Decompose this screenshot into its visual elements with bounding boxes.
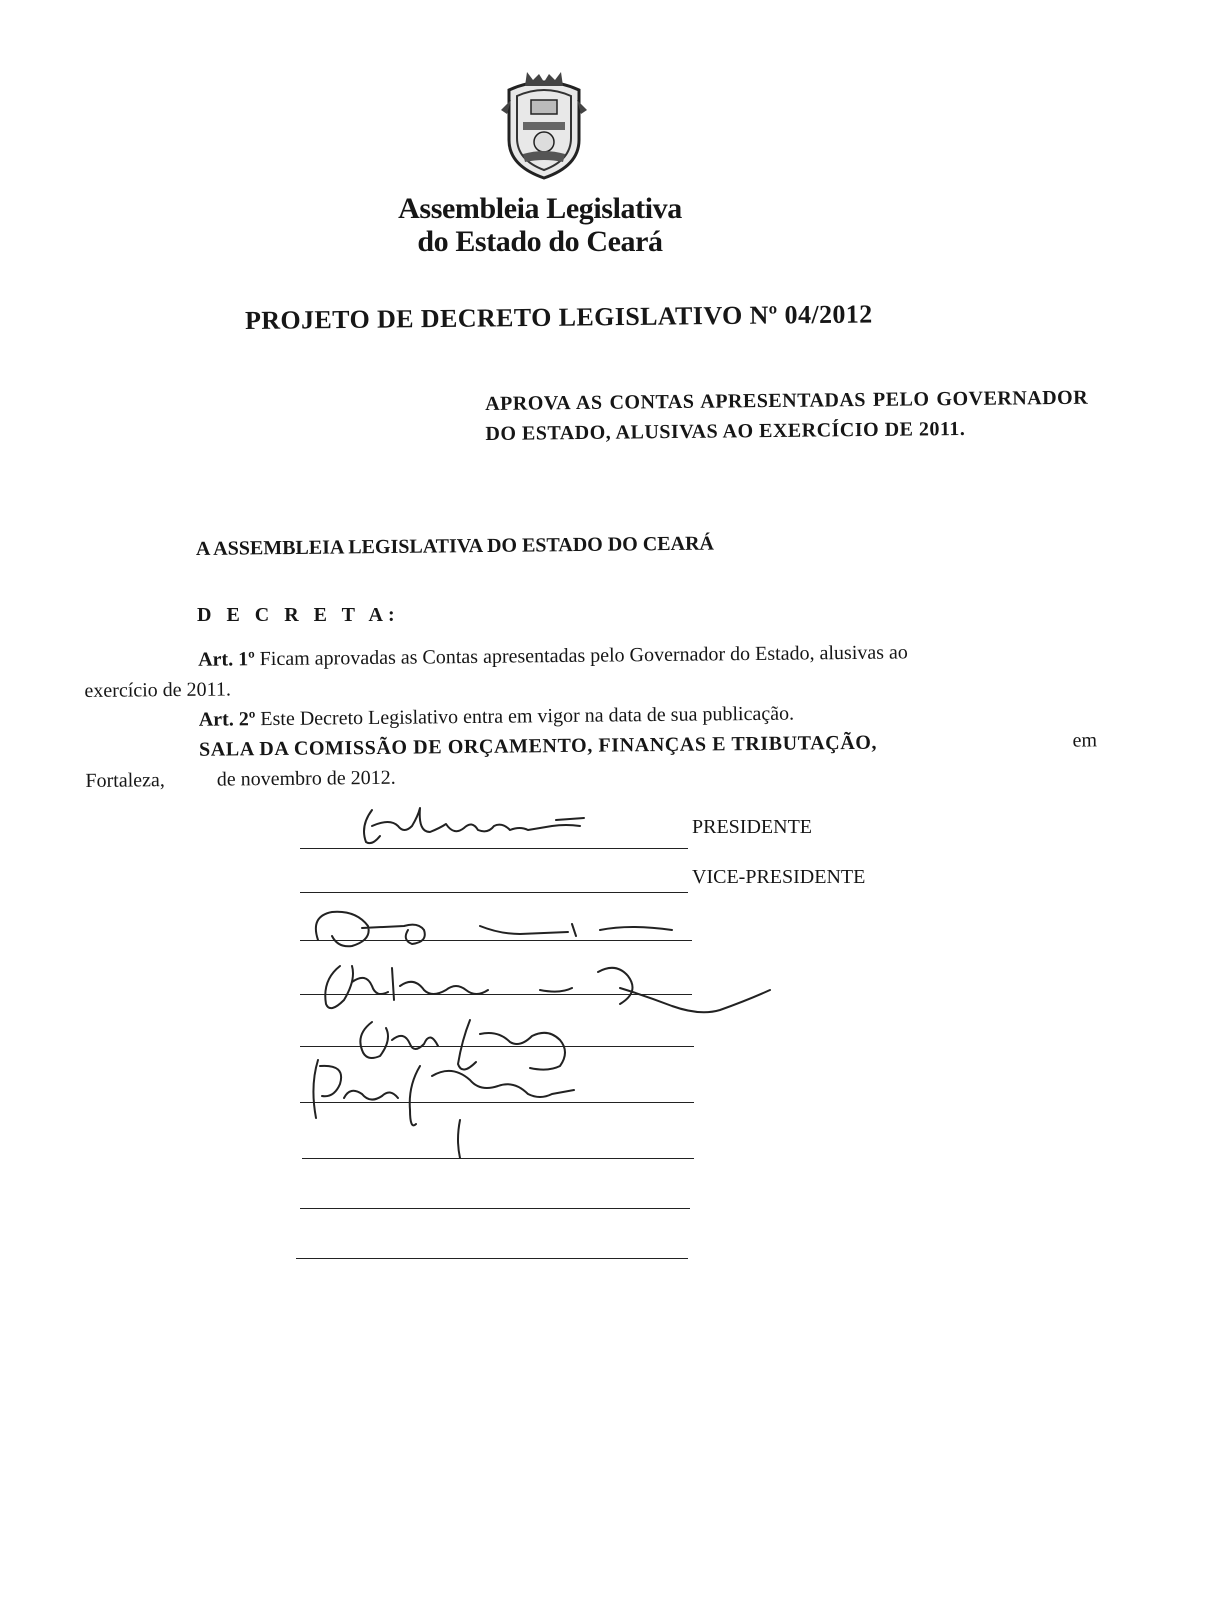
institution-line-1: Assembleia Legislativa <box>398 192 682 225</box>
place: Fortaleza, <box>85 769 165 792</box>
signature-member-1 <box>316 912 672 947</box>
vice-president-role: VICE-PRESIDENTE <box>692 866 866 888</box>
president-role: PRESIDENTE <box>692 816 812 838</box>
article-1-text-a: Ficam aprovadas as Contas apresentadas pelo Governador do Estado, alusivas ao <box>259 641 908 671</box>
decreta-label: D E C R E T A: <box>197 604 400 626</box>
article-1-text-b: exercício de 2011. <box>84 678 232 702</box>
committee-name: SALA DA COMISSÃO DE ORÇAMENTO, FINANÇAS E TRIBUTAÇÃO, <box>198 731 878 761</box>
ementa: APROVA AS CONTAS APRESENTADAS PELO GOVERNADOR DO ESTADO, ALUSIVAS AO EXERCÍCIO DE 2011. <box>485 386 1089 445</box>
article-1-label: Art. 1º <box>198 648 255 671</box>
article-2-label: Art. 2º <box>198 708 256 731</box>
signature-member-4 <box>313 1060 574 1158</box>
committee-em: em <box>1072 729 1098 752</box>
institution-line-2: do Estado do Ceará <box>417 225 663 258</box>
signature-member-2 <box>325 966 770 1012</box>
signature-president <box>364 808 584 843</box>
enacting-heading: A ASSEMBLEIA LEGISLATIVA DO ESTADO DO CEARÁ <box>195 532 715 560</box>
document-title: PROJETO DE DECRETO LEGISLATIVO Nº 04/2012 <box>244 299 873 335</box>
article-2-text: Este Decreto Legislativo entra em vigor na data de sua publicação. <box>260 702 795 731</box>
signature-member-3 <box>360 1020 565 1070</box>
date: de novembro de 2012. <box>216 766 396 791</box>
